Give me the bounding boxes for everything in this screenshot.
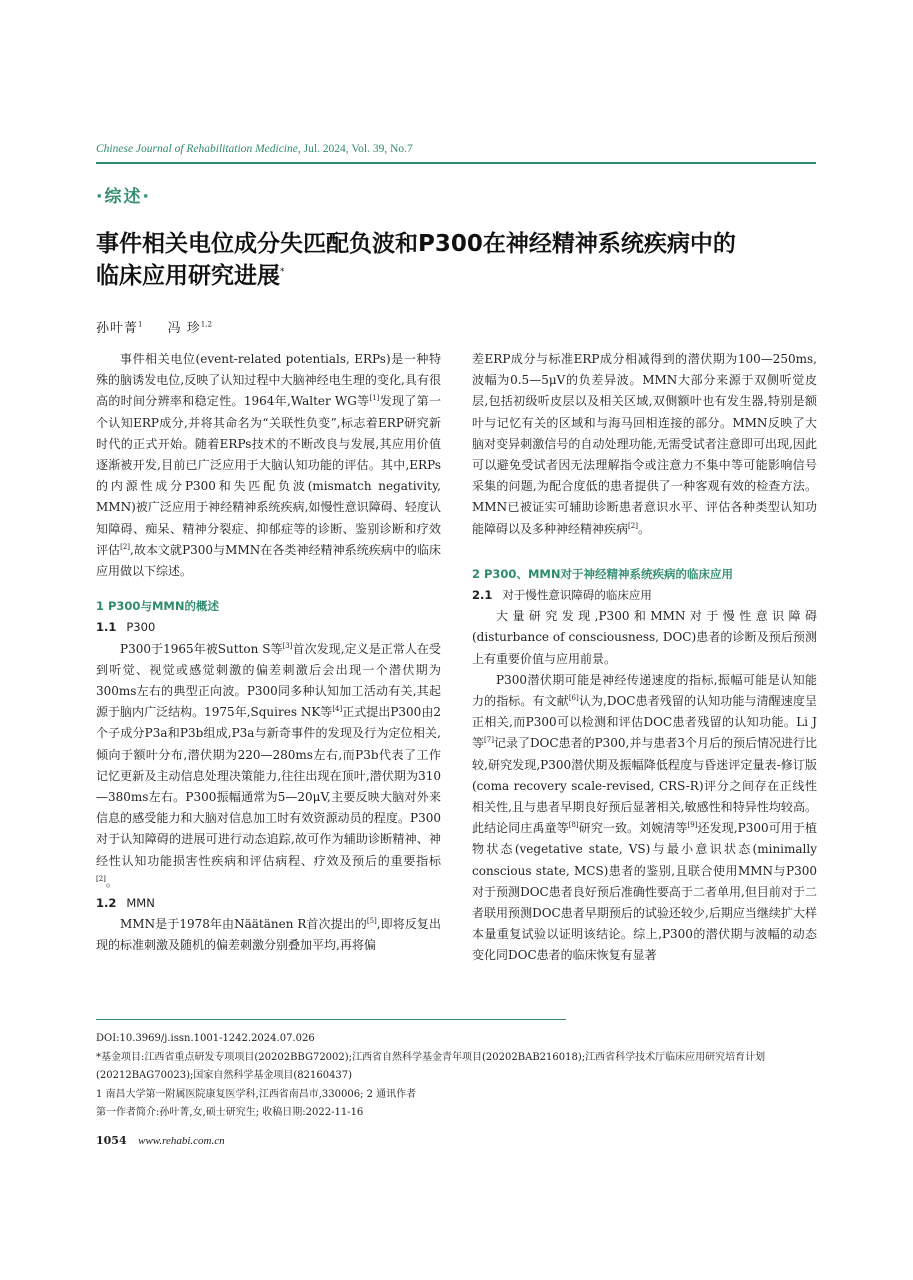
citation: [4] bbox=[332, 705, 343, 714]
subsection-number: 1.2 bbox=[96, 896, 117, 911]
text-run: 。 bbox=[637, 521, 650, 536]
section-heading: 1 P300与MMN的概述 bbox=[96, 599, 219, 614]
text-run: MMN是于1978年由Näätänen R首次提出的 bbox=[120, 917, 367, 932]
text-run: 还发现,P300可用于植物状态(vegetative state, VS)与最小意识状态(minimally conscious state, MCS)患者的鉴别,且联合使用MMN与P300对于预测DOC患者良好预后准确性要高于二者单用,但目前对于二者联用预测DOC患者早期预后的试验还较少,后期应当继续扩大样本量重复试验以证明该结论。综上,P300的潜伏期与波幅的动态变化同DOC患者的临床恢复有显著 bbox=[472, 821, 817, 963]
right-column bbox=[472, 349, 817, 967]
subsection-number: 2.1 bbox=[472, 588, 493, 603]
paragraph bbox=[96, 914, 441, 956]
paragraph bbox=[472, 670, 817, 967]
title-footnote-mark: * bbox=[280, 267, 285, 277]
footnote-divider bbox=[96, 1019, 566, 1020]
text-run: 。 bbox=[105, 874, 118, 889]
section-heading: 2 P300、MMN对于神经精神系统疾病的临床应用 bbox=[472, 566, 733, 581]
author-affiliation: 1 bbox=[138, 320, 143, 329]
text-run: 大量研究发现,P300和MMN对于慢性意识障碍(disturbance of consciousness, DOC)患者的诊断及预后预测上有重要价值与应用前景。 bbox=[472, 609, 817, 666]
citation: [7] bbox=[484, 736, 494, 745]
text-run: 发现了第一个认知ERP成分,并将其命名为“关联性负变”,标志着ERP研究新时代的正式开始。随着ERPs技术的不断改良与发展,其应用价值逐渐被开发,目前已广泛应用于大脑认知功能的评估。其中,ERPs的内源性成分P300和失匹配负波(mismatch negativity, MMN)被广泛应用于神经精神系统疾病,如慢性意识障碍、轻度认知障碍、痴呆、精神分裂症、抑郁症等的诊断、鉴别诊断和疗效评估 bbox=[96, 394, 441, 557]
text-run: 事件相关电位(event-related potentials, ERPs)是一种特殊的脑诱发电位,反映了认知过程中大脑神经电生理的变化,具有很高的时间分辨率和稳定性。1964年,Walter WG等 bbox=[96, 352, 441, 409]
citation: [3] bbox=[282, 641, 293, 650]
text-run: 研究一致。刘婉清等 bbox=[578, 821, 688, 836]
author-1 bbox=[96, 321, 142, 336]
text-run: ,即将反复出现的标准刺激及随机的偏差刺激分别叠加平均,再将偏 bbox=[96, 917, 441, 953]
paragraph bbox=[472, 606, 817, 670]
text-run: 正式提出P300由2个子成分P3a和P3b组成,P3a与新奇事件的发现及行为定位相关,倾向于额叶分布,潜伏期为220—280ms左右,而P3b代表了工作记忆更新及主动信息处理决策能力,往往出现在顶叶,潜伏期为310—380ms左右。P300振幅通常为5—20μV,主要反映大脑对外来信息的感受能力和大脑对信息加工时有效资源动员的程度。P300对于认知障碍的进展可进行动态追踪,故可作为辅助诊断精神、神经性认知功能损害性疾病和评估病程、疗效及预后的重要指标 bbox=[96, 705, 441, 868]
fund-note: *基金项目:江西省重点研发专项项目(20202BBG72002);江西省自然科学基金青年项目(20202BAB216018);江西省科学技术厅临床应用研究培育计划(20212BAG70023);国家自然科学基金项目(82160437) bbox=[96, 1051, 766, 1081]
paragraph bbox=[96, 349, 441, 582]
text-run: 记录了DOC患者的P300,并与患者3个月后的预后情况进行比较,研究发现,P300潜伏期及振幅降低程度与昏迷评定量表-修订版(coma recovery scale-revised, CRS-R)评分之间存在正线性相关性,且与患者早期良好预后显著相关,敏感性和特异性均较高。此结论同庄禹童等 bbox=[472, 736, 818, 836]
text-run: 首次发现,定义是正常人在受到听觉、视觉或感觉刺激的偏差刺激后会出现一个潜伏期为300ms左右的典型正向波。P300同多种认知加工活动有关,其起源于脑内广泛结构。1975年,Squires NK等 bbox=[96, 641, 441, 720]
affiliation-note: 1 南昌大学第一附属医院康复医学科,江西省南昌市,330006; 2 通讯作者 bbox=[96, 1088, 417, 1100]
section-tag: ·综述· bbox=[96, 187, 151, 207]
title-line-1: 事件相关电位成分失匹配负波和P300在神经精神系统疾病中的 bbox=[96, 231, 736, 257]
subsection-heading bbox=[96, 893, 441, 914]
header-divider bbox=[96, 162, 816, 164]
left-column bbox=[96, 349, 441, 957]
subsection-heading bbox=[472, 585, 817, 606]
journal-issue: Jul. 2024, Vol. 39, No.7 bbox=[303, 143, 413, 155]
citation: [5] bbox=[366, 917, 377, 926]
citation: [8] bbox=[568, 821, 579, 830]
journal-header bbox=[96, 143, 413, 155]
text-run: 差ERP成分与标准ERP成分相减得到的潜伏期为100—250ms,波幅为0.5—5μV的负差异波。MMN大部分来源于双侧听觉皮层,包括初级听皮层以及相关区域,双侧额叶也有发生器,特别是额叶与记忆有关的区域和与海马回相连接的部分。MMN反映了大脑对变异刺激信号的自动处理功能,无需受试者注意即可出现,因此可以避免受试者因无法理解指令或注意力不集中等可能影响信号采集的问题,为配合度低的患者提供了一种客观有效的检查方法。MMN已被证实可辅助诊断患者意识水平、评估各种类型认知功能障碍以及多种神经精神疾病 bbox=[472, 352, 817, 536]
author-name: 冯 珍 bbox=[167, 321, 201, 336]
citation: [2] bbox=[120, 542, 131, 551]
citation: [1] bbox=[369, 394, 380, 403]
citation: [2] bbox=[628, 521, 638, 530]
subsection-number: 1.1 bbox=[96, 620, 117, 635]
subsection-title: 对于慢性意识障碍的临床应用 bbox=[502, 588, 652, 603]
text-run: ,故本文就P300与MMN在各类神经精神系统疾病中的临床应用做以下综述。 bbox=[96, 542, 441, 579]
footnotes bbox=[96, 1030, 820, 1123]
doi: DOI:10.3969/j.issn.1001-1242.2024.07.026 bbox=[96, 1033, 315, 1044]
page-footer bbox=[96, 1134, 225, 1147]
citation: [9] bbox=[687, 821, 698, 830]
text-run: P300于1965年被Sutton S等 bbox=[120, 641, 283, 656]
paragraph bbox=[472, 349, 817, 540]
journal-name: Chinese Journal of Rehabilitation Medicine, bbox=[96, 143, 301, 155]
first-author-note: 第一作者简介:孙叶菁,女,硕士研究生; 收稿日期:2022-11-16 bbox=[96, 1107, 364, 1118]
subsection-title: P300 bbox=[126, 620, 156, 635]
journal-url: www.rehabi.com.cn bbox=[138, 1135, 225, 1147]
subsection-title: MMN bbox=[126, 896, 155, 911]
author-affiliation: 1,2 bbox=[200, 320, 212, 329]
citation: [6] bbox=[568, 694, 579, 703]
citation: [2] bbox=[96, 874, 106, 883]
author-name: 孙叶菁 bbox=[96, 321, 139, 336]
subsection-heading bbox=[96, 617, 441, 638]
page-number: 1054 bbox=[96, 1134, 127, 1147]
author-list bbox=[96, 317, 232, 336]
paragraph bbox=[96, 639, 441, 893]
article-title bbox=[96, 228, 816, 292]
text-run: P300潜伏期可能是神经传递速度的指标,振幅可能是认知能力的指标。有文献 bbox=[472, 672, 817, 709]
author-2 bbox=[168, 321, 212, 336]
text-run: 认为,DOC患者残留的认知功能与清醒速度呈正相关,而P300可以检测和评估DOC患者残留的认知功能。Li J等 bbox=[472, 694, 817, 751]
title-line-2: 临床应用研究进展 bbox=[96, 263, 280, 289]
